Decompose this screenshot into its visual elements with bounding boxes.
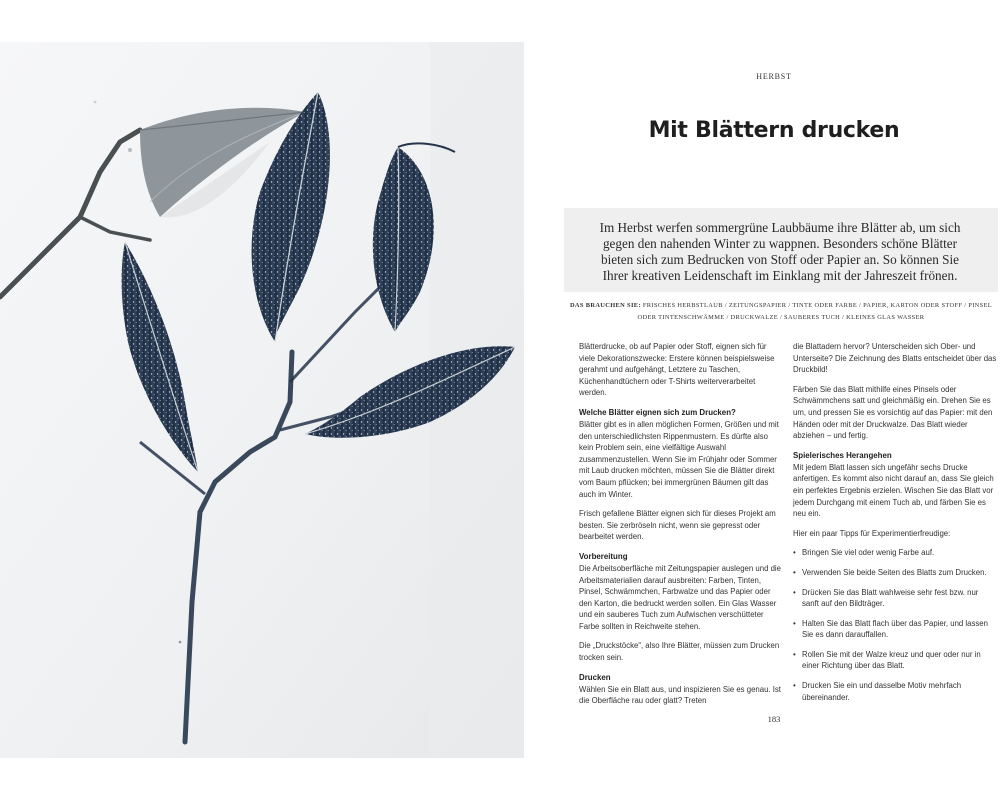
subheading: Spielerisches Herangehen xyxy=(793,450,892,460)
materials-text: FRISCHES HERBSTLAUB / ZEITUNGSPAPIER / TINTE ODER FARBE / PAPIER, KARTON ODER STOFF / PINSEL ODER TINTENSCHWÄMME / DRUCKWALZE / SAUBERES TUCH / KLEINES GLAS WASSER xyxy=(637,302,993,321)
materials-list xyxy=(564,300,998,324)
section-label: HERBST xyxy=(756,72,792,81)
paragraph: Mit jedem Blatt lassen sich ungefähr sechs Drucke anfertigen. Es kommt also nicht darauf an, dass Sie gleich ein perfektes Ergebnis erzielen. Wischen Sie das Blatt vor jedem Durchgang mit einem Tuch ab, und färben Sie es neu ein. xyxy=(793,462,994,519)
paragraph: Frisch gefallene Blätter eignen sich für dieses Projekt am besten. Sie zerbröseln nicht, wenn sie gepresst oder bearbeitet werden. xyxy=(579,509,776,542)
right-column xyxy=(793,341,997,711)
list-item: • Verwenden Sie beide Seiten des Blatts zum Drucken. xyxy=(793,567,987,577)
paragraph: Blätter gibt es in allen möglichen Formen, Größen und mit den unterschiedlichsten Rippenmustern. Es dürfte also kein Problem sein, eine vielfältige Auswahl zusammenzustellen. Wenn Sie im Frühjahr oder Sommer mit Laub drucken möchten, müssen Sie die Blätter direkt vom Baum pflücken; bei immergrünen Bäumen gilt das auch im Winter. xyxy=(579,419,779,499)
bullet-icon: • xyxy=(793,649,796,659)
paragraph: Wählen Sie ein Blatt aus, und inspizieren Sie es genau. Ist die Oberfläche rau oder glatt? Treten xyxy=(579,684,781,706)
bullet-icon: • xyxy=(793,681,796,691)
paragraph: Blätterdrucke, ob auf Papier oder Stoff, eignen sich für viele Dekorationszwecke: Erstere können beispielsweise gerahmt und aufgehängt, Letztere zu Taschen, Küchenhandtüchern oder T-Shirts weiterverarbeitet werden. xyxy=(579,342,775,398)
paragraph: Die Arbeitsoberfläche mit Zeitungspapier auslegen und die Arbeitsmaterialien darauf ausbreiten: Farben, Tinten, Pinsel, Schwämmchen, Farbwalze und das Papier oder den Karton, die bedruckt werden sollen. Ein Glas Wasser und ein sauberes Tuch zum Aufwischen verschütteter Farbe sollten in Reichweite stehen. xyxy=(579,563,781,631)
text-page xyxy=(548,42,1000,758)
intro-text: Im Herbst werfen sommergrüne Laubbäume ihre Blätter ab, um sich gegen den nahenden Winter zu wappnen. Besonders schöne Blätter bieten sich zum Bedrucken von Stoff oder Papier an. So können Sie Ihrer kreativen Leidenschaft im Einklang mit der Jahreszeit frönen. xyxy=(599,220,961,283)
page-title: Mit Blättern drucken xyxy=(648,118,900,143)
paragraph: Färben Sie das Blatt mithilfe eines Pinsels oder Schwämmchens satt und gleichmäßig ein. Drehen Sie es um, und pressen Sie es vorsichtig auf das Papier: mit den Händen oder mit der Druckwalze. Das Blatt wieder abziehen – und fertig. xyxy=(793,384,993,441)
subheading: Welche Blätter eignen sich zum Drucken? xyxy=(579,407,736,417)
leaf-print-photo xyxy=(0,42,524,758)
left-column xyxy=(579,341,783,715)
bullet-icon: • xyxy=(793,548,796,558)
bullet-icon: • xyxy=(793,567,796,577)
materials-label: DAS BRAUCHEN SIE: xyxy=(569,302,641,309)
list-item: • Drücken Sie das Blatt wahlweise sehr fest bzw. nur sanft auf den Bildträger. xyxy=(793,587,979,609)
subheading: Vorbereitung xyxy=(579,551,628,561)
subheading: Drucken xyxy=(579,672,611,682)
tips-list xyxy=(793,547,997,703)
list-item: • Rollen Sie mit der Walze kreuz und quer oder nur in einer Richtung über das Blatt. xyxy=(793,649,981,671)
paragraph: Die „Druckstöcke“, also Ihre Blätter, müssen zum Drucken trocken sein. xyxy=(579,641,780,663)
bullet-icon: • xyxy=(793,618,796,628)
paragraph: Hier ein paar Tipps für Experimentierfreudige: xyxy=(793,528,951,538)
list-item: • Halten Sie das Blatt flach über das Papier, und lassen Sie es dann darauffallen. xyxy=(793,618,988,640)
paragraph: die Blattadern hervor? Unterscheiden sich Ober- und Unterseite? Die Zeichnung des Blatts entscheidet über das Druckbild! xyxy=(793,342,997,375)
list-item: • Bringen Sie viel oder wenig Farbe auf. xyxy=(793,548,935,558)
bullet-icon: • xyxy=(793,587,796,597)
page-number: 183 xyxy=(767,714,781,724)
list-item: • Drucken Sie ein und dasselbe Motiv mehrfach übereinander. xyxy=(793,681,962,702)
leaf-print-illustration xyxy=(0,42,524,758)
